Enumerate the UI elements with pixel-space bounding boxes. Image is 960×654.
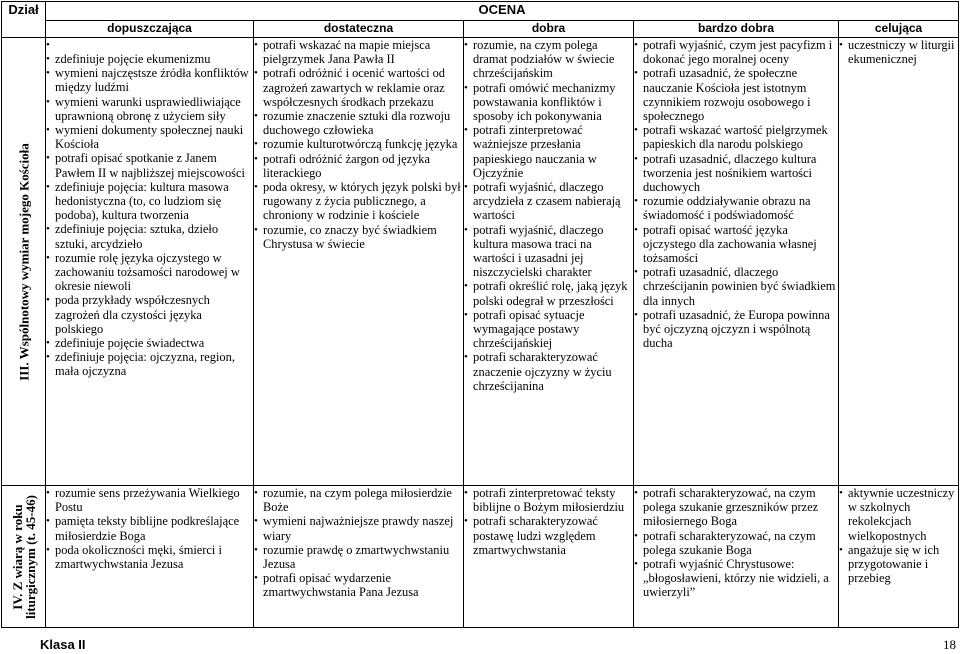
criterion-item: • wymieni warunki usprawiedliwiające uprawnioną obronę z użyciem siły (46, 95, 253, 123)
criterion-item: • rozumie rolę języka ojczystego w zachowaniu tożsamości narodowej w okresie niewoli (46, 251, 253, 294)
criterion-item: • potrafi wyjaśnić, dlaczego kultura masowa traci na wartości i uzasadni jej niszczycielski charakter (464, 223, 633, 280)
criteria-cell (46, 38, 254, 486)
criteria-cell (634, 486, 839, 628)
criterion-item (46, 38, 253, 52)
grade-header-dostateczna: dostateczna (254, 21, 464, 38)
grade-header-celujaca: celująca (839, 21, 959, 38)
section-title-cell (2, 486, 46, 628)
section-title (11, 495, 37, 619)
criterion-item: • uczestniczy w liturgii ekumenicznej (839, 38, 958, 66)
criteria-cell (464, 486, 634, 628)
criterion-item: • potrafi opisać sytuacje wymagające postawy chrześcijańskiej (464, 308, 633, 351)
criterion-item: • zdefiniuje pojęcie świadectwa (46, 336, 253, 350)
criterion-item: • rozumie kulturotwórczą funkcję języka (254, 137, 463, 151)
criterion-item: • potrafi scharakteryzować, na czym polega szukanie grzeszników przez miłosiernego Boga (634, 486, 838, 529)
criterion-item: • rozumie, na czym polega dramat podziałów w świecie chrześcijańskim (464, 38, 633, 81)
criterion-item: • rozumie znaczenie sztuki dla rozwoju duchowego człowieka (254, 109, 463, 137)
criterion-item: • potrafi uzasadnić, że społeczne nauczanie Kościoła jest istotnym czynnikiem rozwoju osobowego i społecznego (634, 66, 838, 123)
section-title-cell (2, 38, 46, 486)
criterion-item: • potrafi opisać wydarzenie zmartwychwstania Pana Jezusa (254, 571, 463, 599)
section-title-line: liturgicznym (t. 45-46) (22, 494, 38, 619)
criterion-item: • wymieni najważniejsze prawdy naszej wiary (254, 514, 463, 542)
criterion-item: • potrafi określić rolę, jaką język polski odegrał w przeszłości (464, 279, 633, 307)
criterion-item: • potrafi opisać wartość języka ojczystego dla zachowania własnej tożsamości (634, 223, 838, 266)
criterion-item: • rozumie oddziaływanie obrazu na świadomość i podświadomość (634, 194, 838, 222)
page-number: 18 (943, 637, 956, 652)
section-row (2, 38, 959, 486)
criteria-cell (839, 38, 959, 486)
criterion-item: • potrafi zinterpretować teksty biblijne o Bożym miłosierdziu (464, 486, 633, 514)
criterion-item: • poda okoliczności męki, śmierci i zmartwychwstania Jezusa (46, 543, 253, 571)
criterion-item: • wymieni dokumenty społecznej nauki Kościoła (46, 123, 253, 151)
grade-header-dobra: dobra (464, 21, 634, 38)
grading-table (1, 1, 959, 628)
section-title-line: IV. Z wiarą w roku (9, 503, 25, 610)
criteria-cell (839, 486, 959, 628)
criterion-item: • potrafi omówić mechanizmy powstawania konfliktów i sposoby ich pokonywania (464, 81, 633, 124)
criteria-cell (254, 38, 464, 486)
section-title-line: III. Wspólnotowy wymiar mojego Kościoła (16, 142, 31, 381)
criterion-item: • zdefiniuje pojęcia: kultura masowa hedonistyczna (to, co ludziom się podoba), kultura tworzenia (46, 180, 253, 223)
criterion-item: • pamięta teksty biblijne podkreślające miłosierdzie Boga (46, 514, 253, 542)
criterion-item: • poda przykłady współczesnych zagrożeń dla czystości języka polskiego (46, 293, 253, 336)
criterion-item: • potrafi uzasadnić, że Europa powinna być ojczyzną ojczyzn i wspólnotą ducha (634, 308, 838, 351)
ocena-header: OCENA (46, 2, 959, 21)
criterion-item: • potrafi scharakteryzować znaczenie ojczyzny w życiu chrześcijanina (464, 350, 633, 393)
section-title (17, 143, 30, 381)
section-row (2, 486, 959, 628)
criterion-item: • potrafi wskazać wartość pielgrzymek papieskich dla narodu polskiego (634, 123, 838, 151)
header-row-grades (2, 21, 959, 38)
criterion-item: • rozumie, na czym polega miłosierdzie Boże (254, 486, 463, 514)
criteria-cell (464, 38, 634, 486)
criterion-item: • potrafi wskazać na mapie miejsca pielgrzymek Jana Pawła II (254, 38, 463, 66)
criterion-item: • potrafi scharakteryzować postawę ludzi względem zmartwychwstania (464, 514, 633, 557)
criteria-cell (634, 38, 839, 486)
criterion-item: • potrafi opisać spotkanie z Janem Pawłem II w najbliższej miejscowości (46, 151, 253, 179)
criterion-item: • zdefiniuje pojęcia: ojczyzna, region, mała ojczyzna (46, 350, 253, 378)
dzial-header: Dział (2, 2, 46, 38)
criterion-item: • rozumie prawdę o zmartwychwstaniu Jezusa (254, 543, 463, 571)
footer-class-label: Klasa II (40, 637, 86, 652)
criteria-cell (46, 486, 254, 628)
grade-header-bardzo-dobra: bardzo dobra (634, 21, 839, 38)
criterion-item: • rozumie, co znaczy być świadkiem Chrystusa w świecie (254, 223, 463, 251)
criterion-item: • aktywnie uczestniczy w szkolnych rekolekcjach wielkopostnych (839, 486, 958, 543)
criterion-item: • potrafi zinterpretować ważniejsze przesłania papieskiego nauczania w Ojczyźnie (464, 123, 633, 180)
grade-header-dopuszczajaca: dopuszczająca (46, 21, 254, 38)
criterion-item: • zdefiniuje pojęcia: sztuka, dzieło sztuki, arcydzieło (46, 222, 253, 250)
criterion-item: • angażuje się w ich przygotowanie i przebieg (839, 543, 958, 586)
criterion-item: • potrafi odróżnić i ocenić wartości od zagrożeń zawartych w reklamie oraz współczesnych środkach przekazu (254, 66, 463, 109)
header-row-top (2, 2, 959, 21)
criterion-item: • zdefiniuje pojęcie ekumenizmu (46, 52, 253, 66)
criterion-item: • potrafi wyjaśnić, dlaczego arcydzieła z czasem nabierają wartości (464, 180, 633, 223)
criterion-item: • potrafi wyjaśnić, czym jest pacyfizm i dokonać jego moralnej oceny (634, 38, 838, 66)
criterion-item: • potrafi odróżnić żargon od języka literackiego (254, 152, 463, 180)
criterion-item: • potrafi scharakteryzować, na czym polega szukanie Boga (634, 529, 838, 557)
criterion-item: • potrafi uzasadnić, dlaczego kultura tworzenia jest nośnikiem wartości duchowych (634, 152, 838, 195)
criteria-cell (254, 486, 464, 628)
criterion-item: • potrafi uzasadnić, dlaczego chrześcijanin powinien być świadkiem dla innych (634, 265, 838, 308)
criterion-item: • wymieni najczęstsze źródła konfliktów między ludźmi (46, 66, 253, 94)
criterion-item: • rozumie sens przeżywania Wielkiego Postu (46, 486, 253, 514)
criterion-item: • poda okresy, w których język polski był rugowany z życia publicznego, a chroniony w rodzinie i kościele (254, 180, 463, 223)
criterion-item: • potrafi wyjaśnić Chrystusowe: „błogosławieni, którzy nie widzieli, a uwierzyli” (634, 557, 838, 600)
